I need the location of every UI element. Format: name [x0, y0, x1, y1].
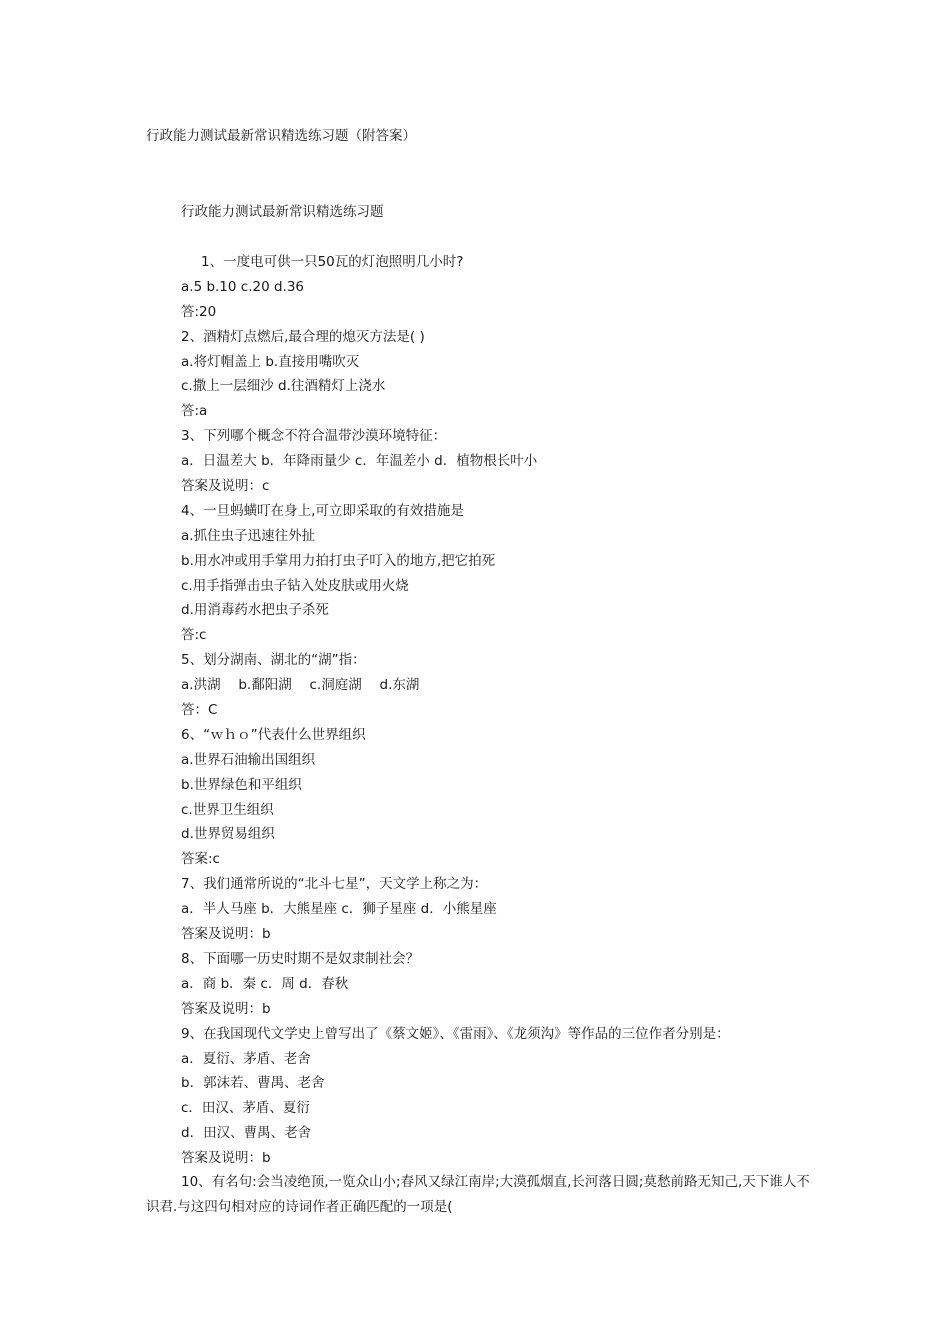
text-line: 2、酒精灯点燃后,最合理的熄灭方法是( ) — [181, 328, 425, 345]
text-line: c.用手指弹击虫子钻入处皮肤或用火烧 — [181, 577, 409, 594]
text-line: a．夏衍、茅盾、老舍 — [181, 1050, 311, 1067]
text-line: 8、下面哪一历史时期不是奴隶制社会？ — [181, 950, 420, 967]
text-line: a.抓住虫子迅速往外扯 — [181, 527, 316, 544]
text-line: b．郭沫若、曹禺、老舍 — [181, 1075, 325, 1092]
text-line: 答案及说明：b — [181, 1150, 271, 1167]
text-line: c．田汉、茅盾、夏衍 — [181, 1100, 310, 1117]
text-line: a.5 b.10 c.20 d.36 — [181, 278, 304, 295]
text-line: d．田汉、曹禺、老舍 — [181, 1125, 312, 1142]
text-line: 答:c — [181, 627, 207, 644]
text-line: 答案及说明：c — [181, 478, 270, 495]
text-line: 5、划分湖南、湖北的“湖”指： — [181, 652, 366, 669]
text-line: a.世界石油输出国组织 — [181, 751, 316, 768]
text-line: c.撒上一层细沙 d.往酒精灯上浇水 — [181, 378, 386, 395]
text-line: 9、在我国现代文学史上曾写出了《蔡文姬》、《雷雨》、《龙须沟》等作品的三位作者分别是： — [181, 1025, 730, 1042]
text-line: a.洪湖 b.鄱阳湖 c.洞庭湖 d.东湖 — [181, 677, 420, 694]
text-line: b.用水冲或用手掌用力拍打虫子叮入的地方,把它拍死 — [181, 552, 496, 569]
text-line: 答案及说明：b — [181, 926, 271, 943]
document-subtitle: 行政能力测试最新常识精选练习题 — [181, 204, 384, 220]
text-line: a.将灯帽盖上 b.直接用嘴吹灭 — [181, 353, 360, 370]
text-line: d.用消毒药水把虫子杀死 — [181, 602, 329, 619]
text-line: c.世界卫生组织 — [181, 801, 274, 818]
question-10-paragraph: 10、有名句:会当凌绝顶,一览众山小;春风又绿江南岸;大漠孤烟直,长河落日圆;莫愁前路无知己,天下谁人不识君.与这四句相对应的诗词作者正确匹配的一项是( — [146, 1174, 810, 1215]
text-line: 3、下列哪个概念不符合温带沙漠环境特征： — [181, 428, 447, 445]
document-title: 行政能力测试最新常识精选练习题（附答案） — [146, 128, 416, 144]
text-line: 答:20 — [181, 303, 217, 320]
text-line: 答案及说明：b — [181, 1000, 271, 1017]
text-line: 4、一旦蚂蟥叮在身上,可立即采取的有效措施是 — [181, 502, 464, 519]
text-line: 答案:c — [181, 851, 220, 868]
text-line: a．商 b．秦 c．周 d．春秋 — [181, 975, 349, 992]
text-line: 1、一度电可供一只50瓦的灯泡照明几小时? — [201, 254, 464, 270]
text-line: b.世界绿色和平组织 — [181, 776, 302, 793]
text-line: 答：C — [181, 702, 218, 719]
text-line: 6、“ｗｈｏ”代表什么世界组织 — [181, 726, 366, 743]
question-list — [0, 250, 950, 1171]
text-line: 答:a — [181, 403, 208, 420]
text-line: d.世界贸易组织 — [181, 826, 275, 843]
text-line: a．日温差大 b．年降雨量少 c．年温差小 d．植物根长叶小 — [181, 453, 538, 470]
text-line: 7、我们通常所说的“北斗七星”，天文学上称之为： — [181, 876, 488, 893]
text-line: a．半人马座 b．大熊星座 c．狮子星座 d．小熊星座 — [181, 901, 497, 918]
